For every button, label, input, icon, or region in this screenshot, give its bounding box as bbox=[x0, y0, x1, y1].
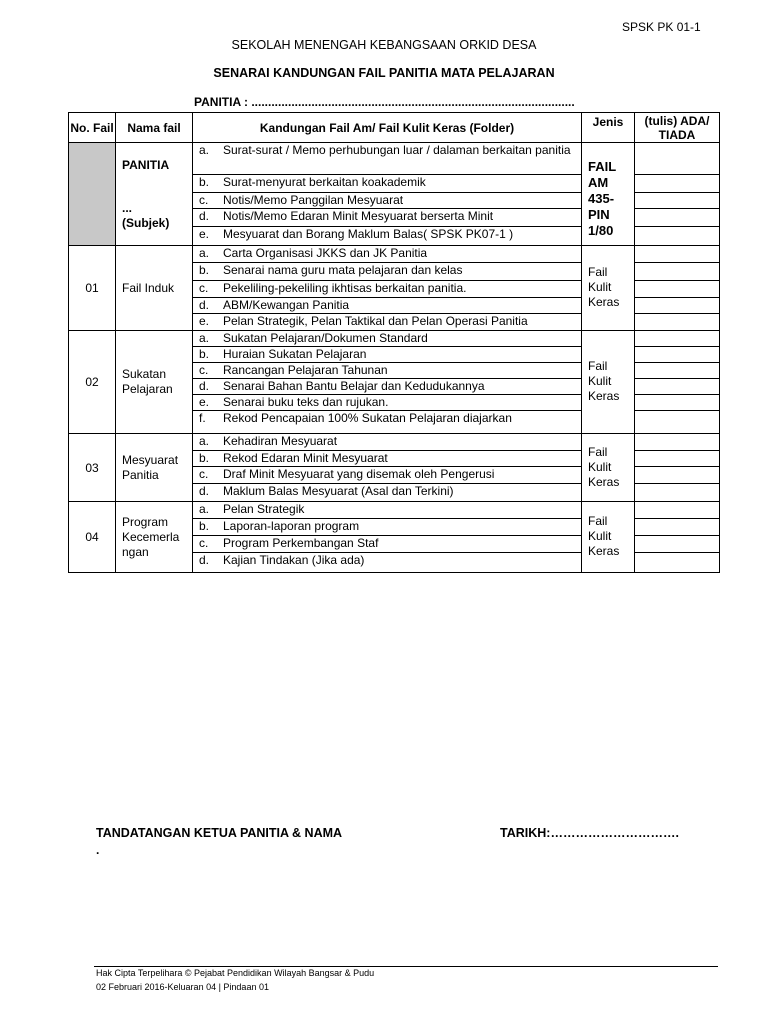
content-item bbox=[193, 193, 581, 209]
contents-cell bbox=[193, 331, 582, 434]
ada-tiada-entry[interactable] bbox=[635, 281, 719, 298]
content-item-text: Surat-surat / Memo perhubungan luar / dalaman berkaitan panitia bbox=[223, 143, 571, 157]
content-item-letter: f. bbox=[199, 411, 206, 425]
content-item-letter: b. bbox=[199, 347, 210, 361]
file-number-cell: 04 bbox=[69, 502, 116, 573]
ada-tiada-cell bbox=[635, 331, 720, 434]
contents-cell bbox=[193, 143, 582, 246]
file-name-cell bbox=[116, 331, 193, 434]
content-item-text: Laporan-laporan program bbox=[223, 519, 360, 533]
content-item-letter: d. bbox=[199, 553, 210, 567]
content-item bbox=[193, 298, 581, 314]
ada-tiada-entry[interactable] bbox=[635, 363, 719, 379]
ada-tiada-entry[interactable] bbox=[635, 314, 719, 330]
content-item-letter: d. bbox=[199, 484, 210, 498]
ada-tiada-entry[interactable] bbox=[635, 536, 719, 553]
content-item bbox=[193, 395, 581, 411]
content-item-letter: a. bbox=[199, 331, 210, 345]
ada-tiada-cell bbox=[635, 143, 720, 246]
content-item-letter: e. bbox=[199, 395, 210, 409]
ada-tiada-entry[interactable] bbox=[635, 175, 719, 193]
content-item bbox=[193, 143, 581, 175]
content-item-text: Notis/Memo Edaran Minit Mesyuarat berserta Minit bbox=[223, 209, 494, 223]
content-item-letter: c. bbox=[199, 467, 209, 481]
content-item-letter: a. bbox=[199, 143, 210, 157]
content-item-text: Carta Organisasi JKKS dan JK Panitia bbox=[223, 246, 428, 260]
file-number-cell: 01 bbox=[69, 246, 116, 331]
content-item-text: Pelan Strategik, Pelan Taktikal dan Pelan Operasi Panitia bbox=[223, 314, 528, 328]
table-group-row bbox=[69, 502, 720, 573]
ada-tiada-entry[interactable] bbox=[635, 298, 719, 314]
content-item-letter: b. bbox=[199, 519, 210, 533]
file-type-cell bbox=[582, 434, 635, 502]
content-item bbox=[193, 379, 581, 395]
ada-tiada-cell bbox=[635, 502, 720, 573]
content-item-letter: a. bbox=[199, 502, 210, 516]
ada-tiada-entry[interactable] bbox=[635, 484, 719, 501]
content-item bbox=[193, 553, 581, 572]
file-type-cell bbox=[582, 246, 635, 331]
content-item-text: Kehadiran Mesyuarat bbox=[223, 434, 338, 448]
file-number-cell: 02 bbox=[69, 331, 116, 434]
content-item-letter: b. bbox=[199, 263, 210, 277]
content-item-text: Program Perkembangan Staf bbox=[223, 536, 379, 550]
content-item bbox=[193, 281, 581, 298]
content-item-text: Draf Minit Mesyuarat yang disemak oleh Pengerusi bbox=[223, 467, 495, 481]
file-type-text: Fail Kulit Keras bbox=[588, 359, 620, 403]
ada-tiada-cell bbox=[635, 246, 720, 331]
content-item-letter: b. bbox=[199, 175, 210, 189]
file-contents-table bbox=[68, 112, 720, 573]
content-item-letter: d. bbox=[199, 209, 210, 223]
content-item bbox=[193, 331, 581, 347]
content-item bbox=[193, 246, 581, 263]
ada-tiada-entry[interactable] bbox=[635, 227, 719, 245]
content-item bbox=[193, 175, 581, 193]
content-item bbox=[193, 467, 581, 484]
content-item-text: ABM/Kewangan Panitia bbox=[223, 298, 350, 312]
table-group-row bbox=[69, 331, 720, 434]
content-item-text: Rancangan Pelajaran Tahunan bbox=[223, 363, 388, 377]
file-name-line: ... bbox=[122, 200, 133, 215]
file-name-line: ngan bbox=[122, 544, 149, 559]
content-item-letter: d. bbox=[199, 298, 210, 312]
file-type-text: FAIL AM 435- PIN 1/80 bbox=[588, 159, 616, 238]
ada-tiada-entry[interactable] bbox=[635, 411, 719, 433]
contents-cell bbox=[193, 246, 582, 331]
file-name-line: Mesyuarat bbox=[122, 452, 179, 467]
content-item bbox=[193, 502, 581, 519]
ada-tiada-entry[interactable] bbox=[635, 263, 719, 281]
content-item-letter: a. bbox=[199, 246, 210, 260]
ada-tiada-entry[interactable] bbox=[635, 193, 719, 209]
file-name-cell bbox=[116, 246, 193, 331]
content-item-letter: e. bbox=[199, 227, 210, 241]
file-name-line: Panitia bbox=[122, 467, 159, 482]
file-name-line: Program bbox=[122, 514, 169, 529]
table-group-row bbox=[69, 143, 720, 246]
content-item-text: Senarai buku teks dan rujukan. bbox=[223, 395, 389, 409]
date-label: TARIKH:…………………………. bbox=[500, 826, 679, 840]
contents-cell bbox=[193, 502, 582, 573]
content-item bbox=[193, 209, 581, 227]
content-item-text: Pelan Strategik bbox=[223, 502, 305, 516]
content-item bbox=[193, 434, 581, 451]
ada-tiada-entry[interactable] bbox=[635, 209, 719, 227]
signature-label: TANDATANGAN KETUA PANITIA & NAMA bbox=[96, 826, 343, 840]
document-reference: SPSK PK 01-1 bbox=[622, 20, 701, 34]
file-type-text: Fail Kulit Keras bbox=[588, 514, 620, 558]
content-item bbox=[193, 263, 581, 281]
table-group-row bbox=[69, 434, 720, 502]
content-item-letter: a. bbox=[199, 434, 210, 448]
content-item-text: Huraian Sukatan Pelajaran bbox=[223, 347, 367, 361]
content-item bbox=[193, 519, 581, 536]
file-name-line: PANITIA bbox=[122, 157, 170, 172]
ada-tiada-entry[interactable] bbox=[635, 331, 719, 347]
ada-tiada-entry[interactable] bbox=[635, 502, 719, 519]
content-item-letter: b. bbox=[199, 451, 210, 465]
content-item-text: Notis/Memo Panggilan Mesyuarat bbox=[223, 193, 404, 207]
ada-tiada-cell bbox=[635, 434, 720, 502]
header-kandungan: Kandungan Fail Am/ Fail Kulit Keras (Folder) bbox=[193, 113, 582, 143]
header-ada-tiada: (tulis) ADA/ TIADA bbox=[635, 113, 720, 143]
ada-tiada-entry[interactable] bbox=[635, 246, 719, 263]
file-name-line: (Subjek) bbox=[122, 215, 170, 230]
file-type-cell bbox=[582, 502, 635, 573]
content-item-letter: c. bbox=[199, 363, 209, 377]
content-item bbox=[193, 314, 581, 330]
footer-divider bbox=[94, 966, 718, 967]
content-item-text: Senarai nama guru mata pelajaran dan kelas bbox=[223, 263, 463, 277]
ada-tiada-entry[interactable] bbox=[635, 451, 719, 467]
file-type-cell bbox=[582, 143, 635, 246]
footer-copyright: Hak Cipta Terpelihara © Pejabat Pendidikan Wilayah Bangsar & Pudu bbox=[96, 968, 375, 978]
content-item-text: Maklum Balas Mesyuarat (Asal dan Terkini) bbox=[223, 484, 454, 498]
file-name-line: Pelajaran bbox=[122, 382, 173, 396]
header-jenis: Jenis bbox=[582, 113, 635, 143]
contents-cell bbox=[193, 434, 582, 502]
file-name-line: Sukatan bbox=[122, 367, 167, 381]
ada-tiada-entry[interactable] bbox=[635, 553, 719, 572]
file-type-cell bbox=[582, 331, 635, 434]
file-name-cell bbox=[116, 143, 193, 246]
panitia-line: PANITIA : ................................................................................................. bbox=[194, 95, 575, 109]
content-item bbox=[193, 536, 581, 553]
file-name-line: Fail Induk bbox=[122, 280, 175, 295]
header-nama-fail: Nama fail bbox=[116, 113, 193, 143]
content-item-text: Sukatan Pelajaran/Dokumen Standard bbox=[223, 331, 428, 345]
content-item-text: Surat-menyurat berkaitan koakademik bbox=[223, 175, 426, 189]
file-name-line: Kecemerla bbox=[122, 529, 180, 544]
file-type-text: Fail Kulit Keras bbox=[588, 265, 620, 309]
table-header-row bbox=[69, 113, 720, 143]
content-item-text: Senarai Bahan Bantu Belajar dan Kedudukannya bbox=[223, 379, 485, 393]
content-item-letter: d. bbox=[199, 379, 210, 393]
file-number-cell bbox=[69, 143, 116, 246]
content-item-text: Kajian Tindakan (Jika ada) bbox=[223, 553, 365, 567]
content-item bbox=[193, 227, 581, 245]
file-name-cell bbox=[116, 434, 193, 502]
file-name-cell bbox=[116, 502, 193, 573]
content-item bbox=[193, 484, 581, 501]
content-item-letter: c. bbox=[199, 281, 209, 295]
ada-tiada-entry[interactable] bbox=[635, 467, 719, 484]
content-item bbox=[193, 347, 581, 363]
content-item-text: Mesyuarat dan Borang Maklum Balas( SPSK PK07-1 ) bbox=[223, 227, 514, 241]
content-item-text: Pekeliling-pekeliling ikhtisas berkaitan panitia. bbox=[223, 281, 467, 295]
ada-tiada-entry[interactable] bbox=[635, 395, 719, 411]
table-group-row bbox=[69, 246, 720, 331]
footer-version: 02 Februari 2016-Keluaran 04 | Pindaan 01 bbox=[96, 982, 269, 992]
signature-dot: . bbox=[96, 843, 100, 857]
ada-tiada-entry[interactable] bbox=[635, 519, 719, 536]
file-number-cell: 03 bbox=[69, 434, 116, 502]
ada-tiada-entry[interactable] bbox=[635, 347, 719, 363]
ada-tiada-entry[interactable] bbox=[635, 379, 719, 395]
content-item-text: Rekod Pencapaian 100% Sukatan Pelajaran diajarkan bbox=[223, 411, 512, 425]
ada-tiada-entry[interactable] bbox=[635, 434, 719, 451]
content-item bbox=[193, 363, 581, 379]
content-item-text: Rekod Edaran Minit Mesyuarat bbox=[223, 451, 388, 465]
school-name: SEKOLAH MENENGAH KEBANGSAAN ORKID DESA bbox=[231, 38, 537, 52]
content-item-letter: e. bbox=[199, 314, 210, 328]
content-item-letter: c. bbox=[199, 536, 209, 550]
content-item bbox=[193, 451, 581, 467]
header-no-fail: No. Fail bbox=[69, 113, 116, 143]
content-item-letter: c. bbox=[199, 193, 209, 207]
file-type-text: Fail Kulit Keras bbox=[588, 444, 620, 489]
ada-tiada-entry[interactable] bbox=[635, 143, 719, 175]
content-item bbox=[193, 411, 581, 433]
page-title: SENARAI KANDUNGAN FAIL PANITIA MATA PELAJARAN bbox=[213, 66, 555, 80]
